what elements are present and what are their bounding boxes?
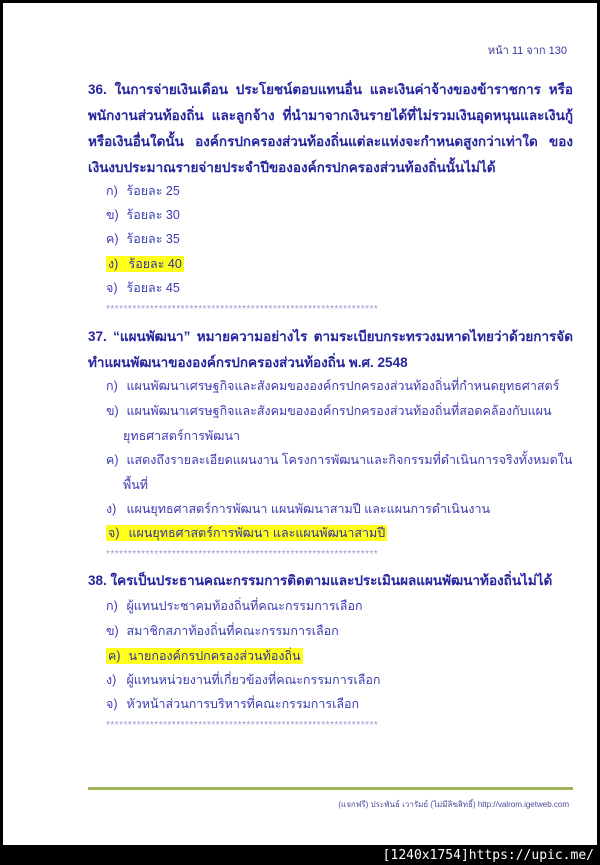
option-text: แผนพัฒนาเศรษฐกิจและสังคมขององค์กรปกครองส่วนท้องถิ่นที่กำหนดยุทธศาสตร์ <box>126 379 560 393</box>
option-text: สมาชิกสภาท้องถิ่นที่คณะกรรมการเลือก <box>126 624 339 638</box>
option-text: ร้อยละ 40 <box>128 257 182 271</box>
option-text: แสดงถึงรายละเอียดแผนงาน โครงการพัฒนาและกิจกรรมที่ดำเนินการจริงทั้งหมดใน <box>126 453 573 467</box>
option-label: ก) <box>106 184 118 198</box>
separator-stars: ************************************************************** <box>106 549 379 560</box>
option-label: จ) <box>106 281 118 295</box>
option-text: หัวหน้าส่วนการบริหารที่คณะกรรมการเลือก <box>126 697 360 711</box>
q38-option-b <box>106 619 576 644</box>
option-label: จ) <box>108 526 120 540</box>
option-text: แผนยุทธศาสตร์การพัฒนา และแผนพัฒนาสามปี <box>128 526 386 540</box>
option-text-cont: พื้นที่ <box>123 477 149 492</box>
q37-option-a <box>106 374 576 399</box>
footer-rule <box>88 787 573 790</box>
q38-option-c-answer <box>106 644 576 669</box>
option-label: ค) <box>106 453 119 467</box>
q37-option-e-answer <box>106 521 576 546</box>
option-label: ข) <box>106 624 119 638</box>
option-text: ร้อยละ 35 <box>126 232 180 246</box>
q38-option-e <box>106 692 576 717</box>
watermark-text: [1240x1754]https://upic.me/ <box>382 848 594 863</box>
option-label: ง) <box>106 502 117 516</box>
q36-option-d-answer <box>106 252 576 277</box>
q36-option-c <box>106 227 576 252</box>
option-label: ง) <box>106 673 117 687</box>
page-number: หน้า 11 จาก 130 <box>487 45 567 57</box>
option-text: ร้อยละ 45 <box>126 281 180 295</box>
q36-option-e <box>106 276 576 301</box>
q38-option-d <box>106 668 576 693</box>
question-37: 37. “แผนพัฒนา” หมายความอย่างไร ตามระเบียบกระทรวงมหาดไทยว่าด้วยการจัดทำแผนพัฒนาขององค์กรปกครองส่วนท้องถิ่น พ.ศ. 2548 <box>88 329 573 370</box>
question-36: 36. ในการจ่ายเงินเดือน ประโยชน์ตอบแทนอื่น และเงินค่าจ้างของข้าราชการ หรือพนักงานส่วนท้องถิ่น และลูกจ้าง ที่นำมาจากเงินรายได้ที่ไม่รวมเงินอุดหนุนและเงินกู้หรือเงินอื่นใดนั้น องค์กรปกครองส่วนท้องถิ่นแต่ละแห่งจะกำหนดสูงกว่าเท่าใด ของเงินงบประมาณรายจ่ายประจำปีขององค์กรปกครองส่วนท้องถิ่นนั้นไม่ได้ <box>88 82 573 175</box>
option-label: ข) <box>106 404 119 418</box>
option-label: ข) <box>106 208 119 222</box>
option-label: ค) <box>106 232 119 246</box>
option-text-cont: ยุทธศาสตร์การพัฒนา <box>123 428 241 443</box>
separator-stars: ************************************************************** <box>106 720 379 731</box>
option-label: ก) <box>106 599 118 613</box>
q37-option-d <box>106 497 576 522</box>
q37-option-c <box>106 448 576 497</box>
q38-option-a <box>106 594 576 619</box>
question-38: 38. ใครเป็นประธานคณะกรรมการติดตามและประเมินผลแผนพัฒนาท้องถิ่นไม่ได้ <box>88 573 553 588</box>
option-label: ค) <box>108 649 121 663</box>
q36-option-b <box>106 203 576 228</box>
footer-credit: (แจกฟรี) ประพันธ์ เวารัมย์ (ไม่มีลิขสิทธิ์) http://valrom.igetweb.com <box>338 800 569 809</box>
option-text: ร้อยละ 25 <box>126 184 180 198</box>
option-text: ผู้แทนหน่วยงานที่เกี่ยวข้องที่คณะกรรมการเลือก <box>126 673 381 687</box>
option-text: ผู้แทนประชาคมท้องถิ่นที่คณะกรรมการเลือก <box>126 599 363 613</box>
option-text: แผนพัฒนาเศรษฐกิจและสังคมขององค์กรปกครองส่วนท้องถิ่นที่สอดคล้องกับแผน <box>126 404 552 418</box>
separator-stars: ************************************************************** <box>106 304 379 315</box>
option-label: ง) <box>108 257 119 271</box>
q37-option-b <box>106 399 576 448</box>
option-text: ร้อยละ 30 <box>126 208 180 222</box>
option-label: ก) <box>106 379 118 393</box>
option-text: นายกองค์กรปกครองส่วนท้องถิ่น <box>128 649 301 663</box>
q36-option-a <box>106 179 576 204</box>
option-text: แผนยุทธศาสตร์การพัฒนา แผนพัฒนาสามปี และแผนการดำเนินงาน <box>126 502 491 516</box>
option-label: จ) <box>106 697 118 711</box>
document-page <box>3 3 597 845</box>
